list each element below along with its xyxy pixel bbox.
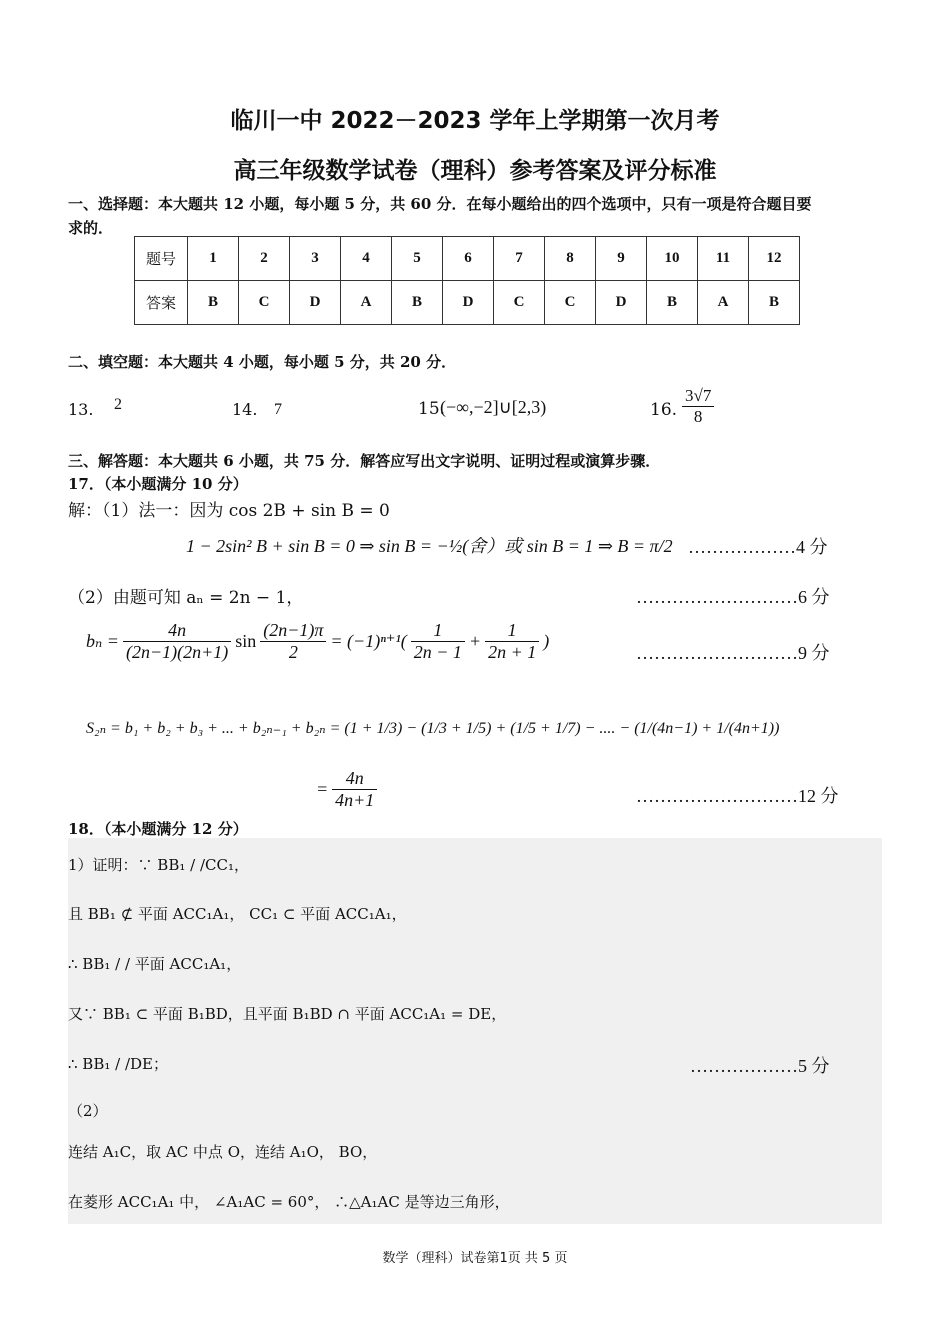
bn-frac3-den: 2n − 1 <box>413 642 462 662</box>
row-label-answer: 答案 <box>135 281 188 325</box>
page-subtitle: 高三年级数学试卷（理科）参考答案及评分标准 <box>233 158 717 184</box>
table-cell: A <box>341 281 392 325</box>
q14-answer: 7 <box>274 401 282 418</box>
q18-line4: 又∵ BB₁ ⊂ 平面 B₁BD，且平面 B₁BD ∩ 平面 ACC₁A₁ = DE， <box>68 1005 507 1023</box>
q17-result <box>316 768 377 811</box>
q17-part2: （2）由题可知 aₙ = 2n − 1， <box>68 588 304 608</box>
table-cell: 5 <box>392 237 443 281</box>
answer-table <box>134 236 800 325</box>
bn-frac3 <box>411 620 465 663</box>
bn-frac2-num: (2n−1)π <box>260 620 326 642</box>
table-cell: D <box>443 281 494 325</box>
table-cell: 10 <box>647 237 698 281</box>
q16-fraction <box>682 386 714 427</box>
table-cell: 3 <box>290 237 341 281</box>
q16-label: 16. <box>650 400 678 420</box>
table-cell: 12 <box>749 237 800 281</box>
q13-label: 13. <box>68 400 94 419</box>
q17-s2n: S₂ₙ = b₁ + b₂ + b₃ + ... + b₂ₙ₋₁ + b₂ₙ = (1 + 1/3) − (1/3 + 1/5) + (1/5 + 1/7) − .... − (1/(4n−1) + 1/(4n+1)) <box>86 720 780 737</box>
q18-line1: 1）证明：∵ BB₁ / /CC₁， <box>68 856 249 874</box>
table-cell: 11 <box>698 237 749 281</box>
q17-line2: 1 − 2sin² B + sin B = 0 ⇒ sin B = −½(舍）或 sin B = 1 ⇒ B = π/2 <box>186 536 673 556</box>
table-cell: D <box>290 281 341 325</box>
bn-frac1-num: 4n <box>123 620 231 642</box>
table-cell: 8 <box>545 237 596 281</box>
result-frac <box>332 768 377 811</box>
table-cell: B <box>188 281 239 325</box>
section1-heading: 一、选择题：本大题共 12 小题，每小题 5 分，共 60 分．在每小题给出的四个选项中，只有一项是符合题目要 <box>68 195 812 213</box>
table-row-numbers <box>135 237 800 281</box>
q17-score4: ………………………12 分 <box>636 786 839 806</box>
q16-numerator: 3√7 <box>682 386 714 407</box>
bn-frac1-den: (2n−1)(2n+1) <box>125 642 229 662</box>
table-cell: 1 <box>188 237 239 281</box>
q17-bn-line <box>86 620 549 663</box>
bn-mid: = (−1)ⁿ⁺¹( <box>330 631 407 651</box>
table-cell: B <box>749 281 800 325</box>
table-cell: C <box>545 281 596 325</box>
section3-heading: 三、解答题：本大题共 6 小题，共 75 分．解答应写出文字说明、证明过程或演算步骤． <box>68 452 661 470</box>
q13-answer: 2 <box>114 396 122 413</box>
result-den: 4n+1 <box>335 790 375 810</box>
q14-label: 14. <box>232 400 258 419</box>
table-cell: 4 <box>341 237 392 281</box>
bn-frac3-num: 1 <box>411 620 465 642</box>
table-cell: B <box>647 281 698 325</box>
q18-line7: 连结 A₁C，取 AC 中点 O，连结 A₁O， BO， <box>68 1143 378 1161</box>
q17-header: 17．（本小题满分 10 分） <box>68 475 248 493</box>
bn-close: ) <box>543 631 550 651</box>
q17-score2: ………………………6 分 <box>636 587 830 607</box>
q15-label: 15. <box>418 399 446 419</box>
bn-frac2-den: 2 <box>288 642 298 662</box>
q17-score1: ………………4 分 <box>688 537 828 557</box>
q18-line3: ∴ BB₁ / / 平面 ACC₁A₁， <box>68 955 242 973</box>
bn-frac1 <box>123 620 231 663</box>
table-cell: 7 <box>494 237 545 281</box>
table-cell: C <box>239 281 290 325</box>
bn-plus: + <box>468 631 482 651</box>
bn-frac4-den: 2n + 1 <box>488 642 537 662</box>
q18-line8: 在菱形 ACC₁A₁ 中， ∠A₁AC = 60°， ∴△A₁AC 是等边三角形， <box>68 1193 510 1211</box>
table-cell: D <box>596 281 647 325</box>
section2-heading: 二、填空题：本大题共 4 小题，每小题 5 分，共 20 分． <box>68 353 457 371</box>
result-eq: = <box>316 779 329 799</box>
q18-line5: ∴ BB₁ / /DE； <box>68 1055 168 1073</box>
table-row-answers <box>135 281 800 325</box>
section1-heading-cont: 求的． <box>68 219 114 237</box>
q18-line6: （2） <box>68 1102 108 1120</box>
q15-answer: (−∞,−2]∪[2,3) <box>440 397 547 417</box>
q17-line1: 解：（1）法一：因为 cos 2B + sin B = 0 <box>68 501 390 521</box>
bn-frac4 <box>485 620 539 663</box>
bn-sin: sin <box>235 631 257 651</box>
page-footer: 数学（理科）试卷第1页 共 5 页 <box>382 1251 568 1266</box>
q18-header: 18．（本小题满分 12 分） <box>68 820 248 838</box>
q16-denominator: 8 <box>693 407 703 426</box>
q16-frac <box>682 386 714 427</box>
bn-lhs: bₙ = <box>86 631 119 651</box>
q18-proof-block <box>68 838 882 1224</box>
page-title: 临川一中 2022－2023 学年上学期第一次月考 <box>230 108 720 134</box>
bn-frac2 <box>260 620 326 663</box>
q18-score1: ………………5 分 <box>690 1056 830 1076</box>
table-cell: 2 <box>239 237 290 281</box>
result-num: 4n <box>332 768 377 790</box>
table-cell: C <box>494 281 545 325</box>
row-label-number: 题号 <box>135 237 188 281</box>
table-cell: 6 <box>443 237 494 281</box>
table-cell: 9 <box>596 237 647 281</box>
bn-frac4-num: 1 <box>485 620 539 642</box>
table-cell: B <box>392 281 443 325</box>
table-cell: A <box>698 281 749 325</box>
q18-line2: 且 BB₁ ⊄ 平面 ACC₁A₁， CC₁ ⊂ 平面 ACC₁A₁， <box>68 905 407 923</box>
q17-score3: ………………………9 分 <box>636 643 830 663</box>
